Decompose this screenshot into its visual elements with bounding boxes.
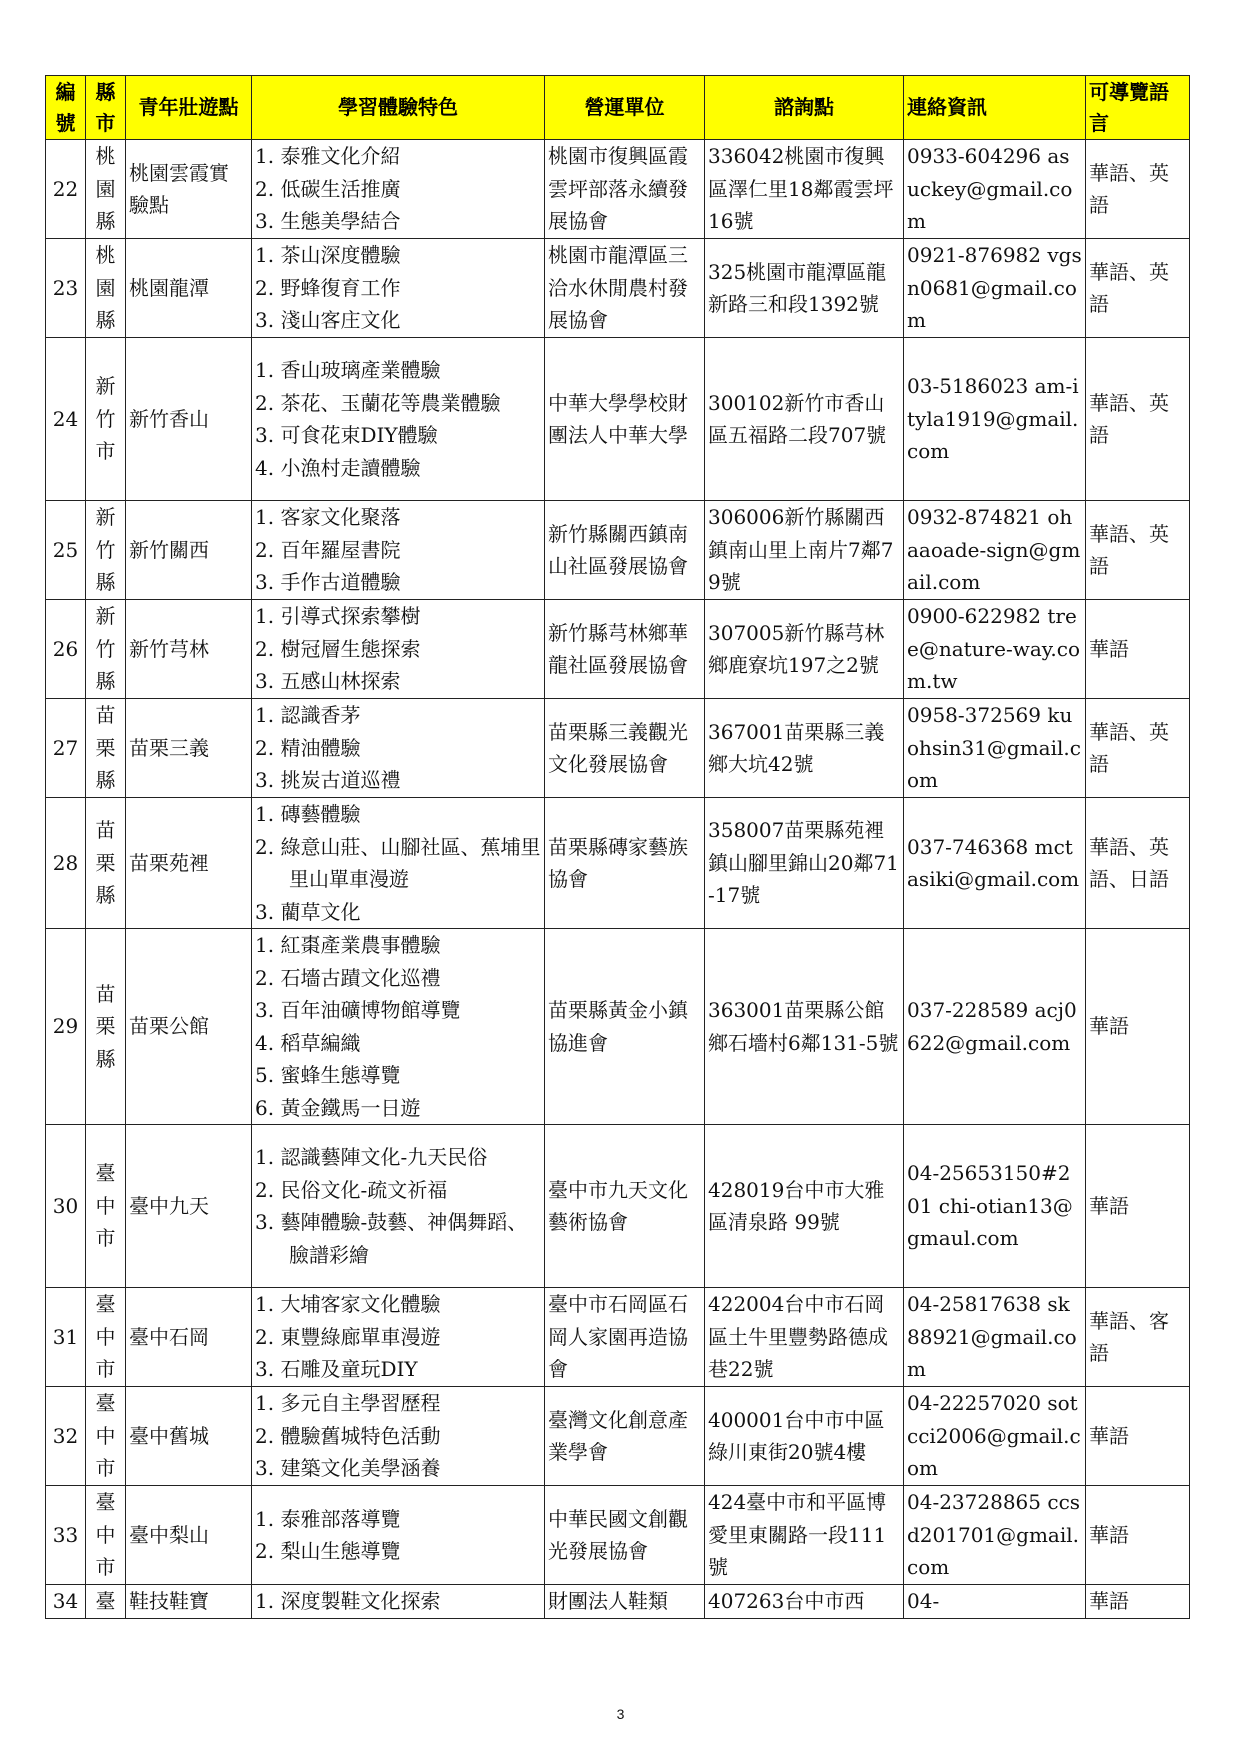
experience-item: 5. 蜜蜂生態導覽 [255,1063,401,1087]
experience-item: 1. 認識藝陣文化-九天民俗 [255,1145,488,1169]
row-contact: 0932-874821 ohaaoade-sign@gmail.com [904,501,1086,600]
row-language: 華語、英語 [1086,140,1190,239]
row-number: 27 [46,699,86,798]
table-row [46,929,1190,1125]
row-language: 華語 [1086,1125,1190,1288]
row-site: 臺中舊城 [126,1387,252,1486]
row-operator: 中華大學學校財團法人中華大學 [545,338,705,501]
row-number: 25 [46,501,86,600]
table-row [46,1387,1190,1486]
county-text: 桃 園 縣 [95,144,116,234]
row-contact: 037-228589 acj0622@gmail.com [904,929,1086,1125]
row-county [86,798,126,929]
row-operator: 新竹縣芎林鄉華龍社區發展協會 [545,600,705,699]
row-county [86,140,126,239]
page-number: 3 [616,1706,625,1722]
row-county [86,699,126,798]
row-address: 422004台中市石岡區土牛里豐勢路德成巷22號 [705,1288,904,1387]
row-site: 桃園龍潭 [126,239,252,338]
experience-item: 1. 認識香茅 [255,703,361,728]
row-language: 華語、英語 [1086,501,1190,600]
activity-table [45,75,1190,1619]
row-operator: 臺中市九天文化藝術協會 [545,1125,705,1288]
row-contact: 0900-622982 tree@nature-way.com.tw [904,600,1086,699]
row-experience [252,140,545,239]
table-row [46,501,1190,600]
row-contact: 0933-604296 asuckey@gmail.com [904,140,1086,239]
experience-item: 2. 體驗舊城特色活動 [255,1423,441,1448]
experience-item: 2. 野蜂復育工作 [255,275,401,300]
experience-item: 1. 泰雅文化介紹 [255,144,401,169]
row-experience [252,1288,545,1387]
row-language: 華語、英語 [1086,699,1190,798]
row-language: 華語 [1086,1585,1190,1619]
row-experience [252,1125,545,1288]
county-text: 苗 栗 縣 [95,703,116,793]
experience-item: 1. 紅棗產業農事體驗 [255,933,441,957]
experience-item: 3. 建築文化美學涵養 [255,1456,441,1481]
row-county [86,1387,126,1486]
experience-item: 3. 生態美學結合 [255,209,401,234]
row-contact: 04-22257020 sotcci2006@gmail.com [904,1387,1086,1486]
experience-item: 1. 茶山深度體驗 [255,243,401,268]
experience-item: 2. 東豐綠廊單車漫遊 [255,1324,441,1349]
row-site: 臺中九天 [126,1125,252,1288]
row-county [86,1125,126,1288]
row-number: 22 [46,140,86,239]
experience-item: 3. 藺草文化 [255,899,361,924]
experience-item: 4. 小漁村走讀體驗 [255,455,421,480]
row-site: 桃園雲霞實驗點 [126,140,252,239]
experience-item: 2. 茶花、玉蘭花等農業體驗 [255,390,501,415]
header-no: 編號 [46,76,86,140]
experience-item: 3. 可食花束DIY體驗 [255,423,438,447]
row-operator: 桃園市復興區霞雲坪部落永續發展協會 [545,140,705,239]
row-address: 300102新竹市香山區五福路二段707號 [705,338,904,501]
row-address: 306006新竹縣關西鎮南山里上南片7鄰79號 [705,501,904,600]
row-experience [252,501,545,600]
row-number: 33 [46,1486,86,1585]
experience-item: 2. 石墻古蹟文化巡禮 [255,965,441,990]
experience-item: 2. 樹冠層生態探索 [255,636,421,661]
row-number: 24 [46,338,86,501]
row-language: 華語 [1086,1486,1190,1585]
county-text: 新 竹 縣 [95,604,116,694]
row-language: 華語 [1086,929,1190,1125]
row-site: 新竹關西 [126,501,252,600]
row-contact: 0958-372569 kuohsin31@gmail.com [904,699,1086,798]
row-experience [252,1585,545,1619]
experience-item: 1. 香山玻璃產業體驗 [255,358,441,382]
experience-item: 3. 淺山客庄文化 [255,308,401,333]
experience-item: 3. 石雕及童玩DIY [255,1357,418,1382]
table-row [46,140,1190,239]
experience-item: 1. 深度製鞋文化探索 [255,1589,441,1613]
row-site: 臺中石岡 [126,1288,252,1387]
row-site: 新竹芎林 [126,600,252,699]
row-contact: 04-23728865 ccsd201701@gmail.com [904,1486,1086,1585]
row-site: 苗栗公館 [126,929,252,1125]
experience-item: 2. 低碳生活推廣 [255,176,401,201]
row-experience [252,798,545,929]
row-language: 華語 [1086,1387,1190,1486]
header-contact: 連絡資訊 [904,76,1086,140]
row-experience [252,239,545,338]
row-operator: 新竹縣關西鎮南山社區發展協會 [545,501,705,600]
county-text: 臺 [95,1589,116,1613]
row-contact: 04- [904,1585,1086,1619]
row-county [86,1288,126,1387]
row-number: 28 [46,798,86,929]
row-operator: 苗栗縣黃金小鎮協進會 [545,929,705,1125]
table-row [46,798,1190,929]
row-number: 29 [46,929,86,1125]
row-address: 358007苗栗縣苑裡鎮山腳里錦山20鄰71-17號 [705,798,904,929]
row-number: 34 [46,1585,86,1619]
row-county [86,239,126,338]
experience-item: 2. 民俗文化-疏文祈福 [255,1177,448,1202]
row-site: 苗栗苑裡 [126,798,252,929]
table-row [46,1486,1190,1585]
table-row [46,1585,1190,1619]
experience-item: 4. 稻草編織 [255,1030,361,1055]
row-site: 新竹香山 [126,338,252,501]
row-number: 26 [46,600,86,699]
header-site: 青年壯遊點 [126,76,252,140]
row-operator: 財團法人鞋類 [545,1585,705,1619]
row-language: 華語、英語 [1086,338,1190,501]
county-text: 苗 栗 縣 [95,981,116,1071]
row-site: 鞋技鞋寶 [126,1585,252,1619]
experience-item: 1. 客家文化聚落 [255,505,401,530]
row-address: 428019台中市大雅區清泉路 99號 [705,1125,904,1288]
row-operator: 苗栗縣磚家藝族協會 [545,798,705,929]
experience-item: 2. 百年羅屋書院 [255,537,401,562]
county-text: 桃 園 縣 [95,243,116,333]
row-operator: 桃園市龍潭區三洽水休閒農村發展協會 [545,239,705,338]
county-text: 臺 中 市 [95,1391,116,1481]
row-county [86,338,126,501]
row-address: 336042桃園市復興區澤仁里18鄰霞雲坪16號 [705,140,904,239]
experience-item: 1. 引導式探索攀樹 [255,604,421,629]
row-experience [252,1387,545,1486]
row-operator: 苗栗縣三義觀光文化發展協會 [545,699,705,798]
header-address: 諮詢點 [705,76,904,140]
row-contact: 037-746368 mctasiki@gmail.com [904,798,1086,929]
experience-item: 3. 五感山林探索 [255,669,401,694]
row-county [86,501,126,600]
row-number: 23 [46,239,86,338]
row-operator: 中華民國文創觀光發展協會 [545,1486,705,1585]
table-body [46,140,1190,1619]
row-site: 臺中梨山 [126,1486,252,1585]
county-text: 臺 中 市 [95,1292,116,1382]
row-number: 31 [46,1288,86,1387]
row-number: 30 [46,1125,86,1288]
county-text: 新 竹 縣 [95,505,116,595]
row-language: 華語、英語 [1086,239,1190,338]
row-county [86,929,126,1125]
table-row [46,1125,1190,1288]
table-header-row [46,76,1190,140]
table-row [46,338,1190,501]
table-row [46,239,1190,338]
row-address: 424臺中市和平區博愛里東關路一段111號 [705,1486,904,1585]
row-experience [252,929,545,1125]
county-text: 新 竹 市 [95,374,116,464]
row-contact: 04-25817638 sk88921@gmail.com [904,1288,1086,1387]
row-operator: 臺中市石岡區石岡人家園再造協會 [545,1288,705,1387]
row-address: 400001台中市中區綠川東街20號4樓 [705,1387,904,1486]
header-operator: 營運單位 [545,76,705,140]
row-language: 華語 [1086,600,1190,699]
row-county [86,1585,126,1619]
county-text: 苗 栗 縣 [95,818,116,908]
row-experience [252,338,545,501]
row-county [86,600,126,699]
row-address: 325桃園市龍潭區龍新路三和段1392號 [705,239,904,338]
row-experience [252,699,545,798]
experience-item: 1. 泰雅部落導覽 [255,1506,401,1531]
row-language: 華語、英語、日語 [1086,798,1190,929]
header-experience: 學習體驗特色 [252,76,545,140]
row-experience [252,1486,545,1585]
experience-item: 2. 精油體驗 [255,735,361,760]
row-address: 363001苗栗縣公館鄉石墻村6鄰131-5號 [705,929,904,1125]
row-number: 32 [46,1387,86,1486]
experience-item: 2. 梨山生態導覽 [255,1539,401,1563]
table-row [46,699,1190,798]
row-operator: 臺灣文化創意產業學會 [545,1387,705,1486]
experience-item: 3. 藝陣體驗-鼓藝、神偶舞蹈、臉譜彩繪 [255,1210,528,1267]
row-address: 367001苗栗縣三義鄉大坑42號 [705,699,904,798]
experience-item: 3. 百年油礦博物館導覽 [255,998,461,1022]
experience-item: 1. 大埔客家文化體驗 [255,1292,441,1317]
row-experience [252,600,545,699]
experience-item: 1. 多元自主學習歷程 [255,1391,441,1416]
header-language: 可導覽語言 [1086,76,1190,140]
row-address: 407263台中市西 [705,1585,904,1619]
row-contact: 04-25653150#201 chi-otian13@gmaul.com [904,1125,1086,1288]
experience-item: 2. 綠意山莊、山腳社區、蕉埔里里山單車漫遊 [255,834,541,891]
row-contact: 0921-876982 vgsn0681@gmail.com [904,239,1086,338]
table-row [46,600,1190,699]
row-contact: 03-5186023 am-ityla1919@gmail.com [904,338,1086,501]
experience-item: 1. 磚藝體驗 [255,802,361,826]
row-site: 苗栗三義 [126,699,252,798]
county-text: 臺 中 市 [95,1490,116,1580]
row-county [86,1486,126,1585]
experience-item: 3. 手作古道體驗 [255,570,401,595]
header-county: 縣市 [86,76,126,140]
row-language: 華語、客語 [1086,1288,1190,1387]
experience-item: 3. 挑炭古道巡禮 [255,768,401,793]
table-row [46,1288,1190,1387]
county-text: 臺 中 市 [95,1161,116,1251]
experience-item: 6. 黃金鐵馬一日遊 [255,1095,421,1120]
row-address: 307005新竹縣芎林鄉鹿寮坑197之2號 [705,600,904,699]
